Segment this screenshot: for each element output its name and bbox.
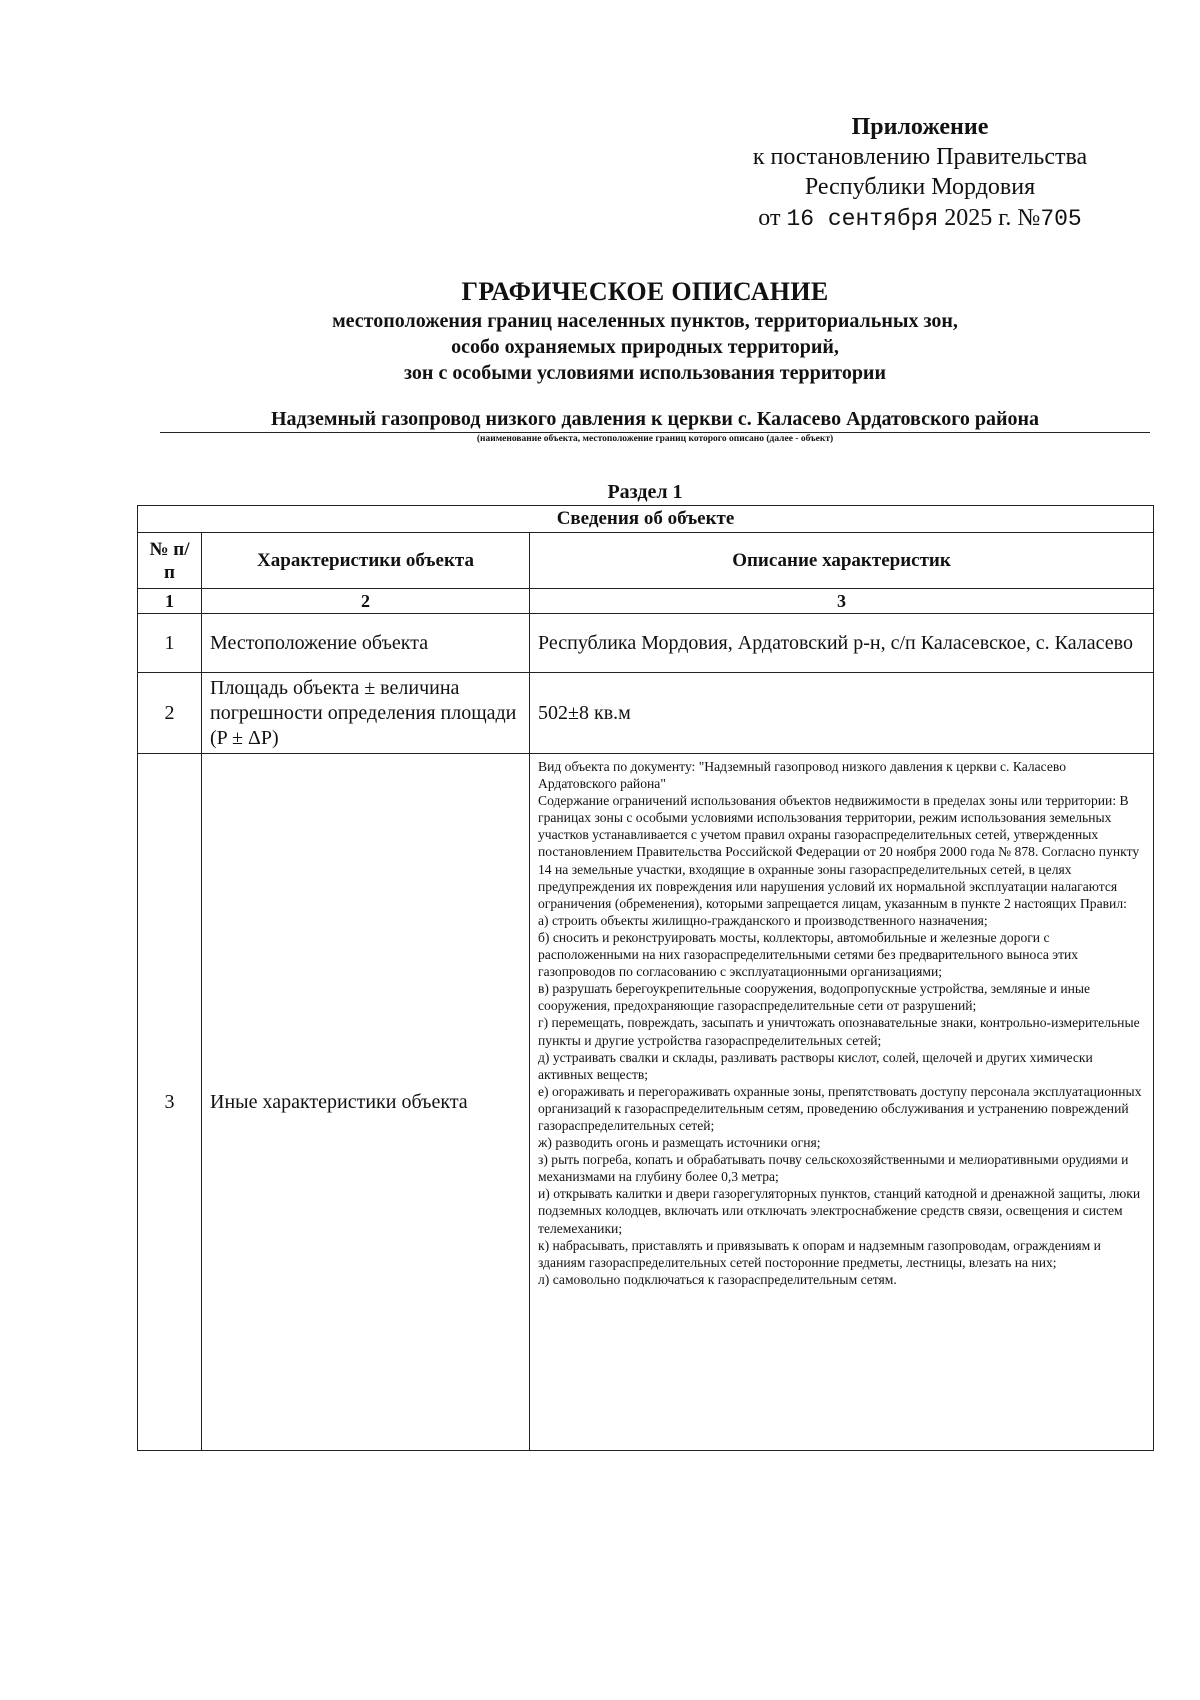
document-number: 705: [1040, 206, 1082, 232]
row-characteristic: Местоположение объекта: [202, 614, 530, 673]
column-number-3: 3: [530, 589, 1154, 614]
column-number-1: 1: [138, 589, 202, 614]
header-characteristics: Характеристики объекта: [202, 533, 530, 589]
row-description: 502±8 кв.м: [530, 673, 1154, 754]
row-number: 2: [138, 673, 202, 754]
header-description: Описание характеристик: [530, 533, 1154, 589]
restriction-item: г) перемещать, повреждать, засыпать и уничтожать опознавательные знаки, контрольно-измерительные пункты и другие устройства газораспределительных сетей;: [538, 1015, 1140, 1048]
document-subtitle: [150, 308, 1140, 386]
row-number: 3: [138, 754, 202, 1451]
section-title: Раздел 1: [607, 481, 683, 503]
date-year: 2025 г. №: [944, 205, 1041, 231]
object-caption: (наименование объекта, местоположение границ которого описано (далее - объект): [476, 434, 834, 444]
restriction-item: к) набрасывать, приставлять и привязывать к опорам и надземным газопроводам, ограждениям и зданиям газораспределительных сетей посторонние предметы, лестницы, влезать на них;: [538, 1237, 1101, 1270]
date-day: 16 сентября: [786, 206, 939, 232]
row-characteristic: Иные характеристики объекта: [202, 754, 530, 1451]
subtitle-line: зон с особыми условиями использования территории: [404, 362, 886, 384]
restriction-item: ж) разводить огонь и размещать источники огня;: [538, 1135, 821, 1151]
appendix-line-2: Республики Мордовия: [804, 174, 1036, 200]
restriction-item: з) рыть погреба, копать и обрабатывать почву сельскохозяйственными и мелиоративными орудиями и механизмами на глубину более 0,3 метра;: [538, 1152, 1129, 1185]
table-row: [138, 614, 1154, 673]
restriction-item: б) сносить и реконструировать мосты, коллекторы, автомобильные и железные дороги с расположенными на них газораспределительными сетями без предварительного выноса этих газопроводов по согласованию с эксплуатационными организациями;: [538, 929, 1079, 980]
table-title: Сведения об объекте: [138, 506, 1154, 533]
row-description: [530, 754, 1154, 1451]
object-info-table: [137, 505, 1154, 1451]
appendix-line-1: к постановлению Правительства: [752, 144, 1088, 170]
appendix-block: [700, 112, 1140, 235]
restriction-item: е) огораживать и перегораживать охранные зоны, препятствовать доступу персонала эксплуатационных организаций к газораспределительным сетям, проведению обслуживания и устранению повреждений газораспределительных сетей;: [538, 1083, 1142, 1133]
restriction-item: в) разрушать берегоукрепительные сооружения, водопропускные устройства, земляные и иные сооружения, предохраняющие газораспределительные сети от разрушений;: [538, 981, 1091, 1014]
restriction-item: д) устраивать свалки и склады, разливать растворы кислот, солей, щелочей и других химически активных веществ;: [538, 1049, 1093, 1082]
table-row: [138, 754, 1154, 1451]
row-characteristic: Площадь объекта ± величина погрешности определения площади (P ± ΔP): [202, 673, 530, 754]
restriction-item: л) самовольно подключаться к газораспределительным сетям.: [538, 1271, 897, 1287]
row-number: 1: [138, 614, 202, 673]
row-description: Республика Мордовия, Ардатовский р-н, с/п Каласевское, с. Каласево: [530, 614, 1154, 673]
restriction-item: а) строить объекты жилищно-гражданского и производственного назначения;: [538, 912, 988, 928]
subtitle-line: местоположения границ населенных пунктов, территориальных зон,: [332, 310, 958, 332]
table-row: [138, 673, 1154, 754]
object-name: Надземный газопровод низкого давления к церкви с. Каласево Ардатовского района: [160, 406, 1150, 433]
appendix-date: [700, 202, 1140, 235]
subtitle-line: особо охраняемых природных территорий,: [451, 336, 839, 358]
description-paragraph: Содержание ограничений использования объектов недвижимости в пределах зоны или территории: В границах зоны с особыми условиями использования территории, режим использования земельных участков устанавливается с учетом правил охраны газораспределительных сетей, утвержденных постановлением Правительства Российской Федерации от 20 ноября 2000 года № 878. Согласно пункту 14 на земельные участки, входящие в охранные зоны газораспределительных сетей, в целях предупреждения их повреждения или нарушения условий их нормальной эксплуатации налагаются ограничения (обременения), которыми запрещается лицам, указанным в пункте 2 настоящих Правил:: [538, 793, 1140, 911]
description-paragraph: Вид объекта по документу: "Надземный газопровод низкого давления к церкви с. Каласево Ардатовского района": [538, 759, 1067, 792]
appendix-title: Приложение: [851, 114, 989, 140]
column-number-2: 2: [202, 589, 530, 614]
date-prefix: от: [758, 205, 781, 231]
restriction-item: и) открывать калитки и двери газорегуляторных пунктов, станций катодной и дренажной защиты, люки подземных колодцев, включать или отключать электроснабжение средств связи, освещения и систем телемеханики;: [538, 1186, 1141, 1236]
document-title: ГРАФИЧЕСКОЕ ОПИСАНИЕ: [461, 277, 829, 306]
header-number: № п/п: [138, 533, 202, 589]
